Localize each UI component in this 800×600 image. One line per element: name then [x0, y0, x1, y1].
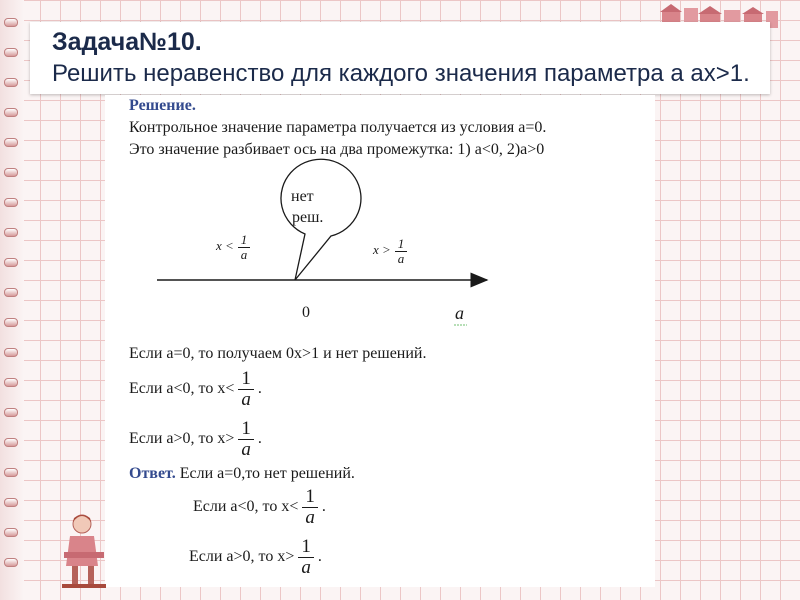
binder-ring	[4, 138, 18, 147]
solution-heading: Решение.	[129, 97, 196, 114]
axis-zero-label: 0	[302, 304, 310, 321]
case-a-negative: Если а<0, то х< $\frac{1}{a}$ .	[129, 368, 262, 410]
binder-ring	[4, 498, 18, 507]
left-inequality: x < $\frac{1}{a}$	[216, 233, 254, 261]
binder-ring	[4, 378, 18, 387]
task-title: Задача№10.	[52, 28, 202, 56]
bubble-text-line1: нет	[291, 188, 314, 205]
binder-ring	[4, 198, 18, 207]
number-axis-diagram	[105, 95, 655, 335]
fraction-one-over-a: $\frac{1}{a}$	[238, 233, 251, 261]
binder-ring	[4, 558, 18, 567]
fraction-one-over-a: $\frac{1}{a}$	[238, 369, 254, 410]
binder-ring	[4, 348, 18, 357]
binder-ring	[4, 528, 18, 537]
answer-a-negative: Если а<0, то х< $\frac{1}{a}$ .	[193, 486, 326, 528]
binder-ring	[4, 288, 18, 297]
answer-line-1: Ответ. Если а=0,то нет решений.	[129, 465, 355, 482]
fraction-one-over-a: $\frac{1}{a}$	[298, 537, 314, 578]
title-box	[30, 22, 770, 94]
case-a-zero: Если а=0, то получаем 0х>1 и нет решений.	[129, 345, 427, 362]
answer-label: Ответ.	[129, 465, 176, 482]
solution-line-1: Контрольное значение параметра получается из условия а=0.	[129, 119, 547, 136]
reading-girl-illustration-icon	[60, 510, 110, 590]
binder-ring	[4, 48, 18, 57]
binder-ring	[4, 18, 18, 27]
bubble-text-line2: реш.	[292, 209, 324, 226]
task-statement: Решить неравенство для каждого значения параметра a ax>1.	[52, 60, 750, 87]
fraction-one-over-a: $\frac{1}{a}$	[395, 237, 408, 265]
fraction-one-over-a: $\frac{1}{a}$	[238, 419, 254, 460]
binder-ring	[4, 438, 18, 447]
binder-ring	[4, 168, 18, 177]
binder-ring	[4, 408, 18, 417]
binder-ring	[4, 318, 18, 327]
solution-sheet	[105, 95, 655, 587]
binder-ring	[4, 228, 18, 237]
case-a-positive: Если а>0, то х> $\frac{1}{a}$ .	[129, 418, 262, 460]
binder-ring	[4, 468, 18, 477]
binder-ring	[4, 78, 18, 87]
binder-ring	[4, 108, 18, 117]
fraction-one-over-a: $\frac{1}{a}$	[302, 487, 318, 528]
answer-a-positive: Если а>0, то х> $\frac{1}{a}$ .	[189, 536, 322, 578]
solution-line-2: Это значение разбивает ось на два промежутка: 1) a<0, 2)a>0	[129, 141, 545, 158]
right-inequality: x > $\frac{1}{a}$	[373, 237, 411, 265]
binder-ring	[4, 258, 18, 267]
axis-parameter-label: a	[455, 303, 464, 323]
notebook-margin	[0, 0, 24, 600]
